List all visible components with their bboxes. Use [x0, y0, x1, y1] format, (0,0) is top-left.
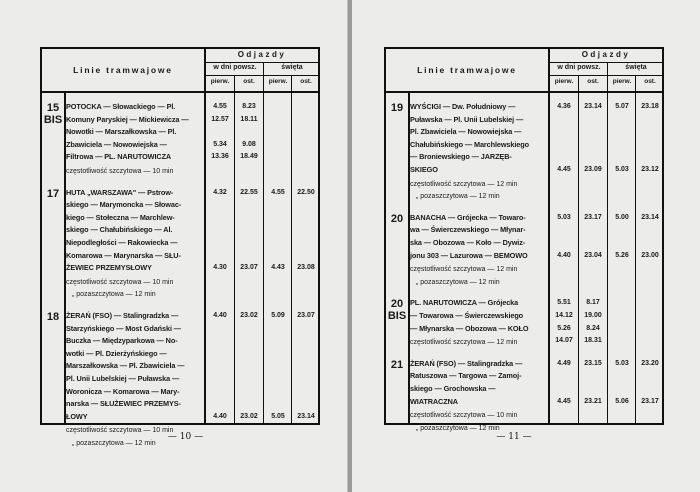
departure-time: 13.36: [211, 153, 229, 161]
departure-time: 4.45: [557, 166, 571, 173]
departure-time: 5.03: [615, 166, 629, 173]
route-line: HUTA „WARSZAWA" — Pstrow-: [66, 187, 174, 197]
departure-time: 23.15: [584, 359, 602, 367]
departure-time: 23.09: [584, 166, 602, 173]
departure-time: 23.20: [641, 359, 659, 367]
weekday-first-header: pierw.: [210, 78, 230, 85]
departure-time: 23.14: [584, 103, 602, 110]
departure-time: 23.04: [584, 251, 602, 259]
departure-time: 4.45: [557, 397, 571, 405]
weekday-first-header: pierw.: [554, 78, 574, 85]
frequency-line: „ pozaszczytowa — 12 min: [416, 193, 500, 201]
route-line: narska — SŁUŻEWIEC PRZEMYS-: [66, 399, 181, 409]
route-line: Filtrowa — PL. NARUTOWICZA: [66, 152, 172, 162]
route-description: [410, 101, 546, 177]
route-number: 21: [390, 358, 404, 371]
route-line: Niepodległości — Rakowiecka —: [66, 237, 178, 247]
right-page: [352, 0, 700, 492]
departure-time: 22.55: [240, 188, 258, 196]
timetable-right: [384, 47, 664, 432]
route-line: ska — Obozowa — Koło — Dywiz-: [410, 237, 526, 247]
route-line: WIATRACZNA: [410, 396, 458, 406]
departure-time: 4.55: [271, 188, 285, 196]
departure-time: 14.12: [555, 311, 573, 319]
route-line: Komarowa — Marynarska — SŁU-: [66, 250, 181, 260]
departure-time: 8.17: [586, 299, 600, 307]
route-line: POTOCKA — Słowackiego — Pl.: [66, 102, 176, 111]
page-number: — 10 —: [167, 432, 204, 442]
frequency-line: częstotliwość szczytowa — 12 min: [410, 339, 518, 347]
route-line: BANACHA — Grójecka — Towaro-: [410, 212, 526, 222]
holiday-last-header: ost.: [644, 78, 656, 85]
departure-time: 5.00: [615, 213, 629, 221]
weekdays-header: w dni powsz.: [557, 64, 601, 71]
frequency-line: częstotliwość szczytowa — 10 min: [410, 412, 518, 420]
route-line: skiego — Marymoncka — Słowac-: [66, 200, 182, 210]
route-line: Puławska — Pl. Unii Lubelskiej —: [410, 114, 524, 124]
departure-time: 23.08: [297, 264, 315, 272]
frequency-line: „ pozaszczytowa — 12 min: [416, 278, 500, 286]
departure-time: 5.26: [615, 251, 629, 259]
departure-time: 23.21: [584, 397, 602, 405]
departure-time: 5.03: [557, 213, 571, 221]
route-line: jonu 303 — Lazurowa — BEMOWO: [410, 250, 528, 260]
frequency-line: „ pozaszczytowa — 12 min: [72, 291, 156, 299]
frequency-info: [410, 264, 546, 289]
timetable-left: [40, 47, 320, 447]
route-line: wotki — Pl. Dzierżyńskiego —: [66, 348, 167, 358]
holiday-last-header: ost.: [300, 78, 312, 85]
departures-header: Odjazdy: [581, 50, 631, 59]
route-number: 17: [46, 187, 60, 200]
route-line: ŻERAŃ (FSO) — Stalingradzka —: [66, 311, 179, 320]
route-number: 15 BIS: [43, 102, 63, 126]
route-line: kiego — Stołeczna — Marchlew-: [66, 212, 175, 222]
frequency-line: częstotliwość szczytowa — 12 min: [410, 180, 518, 188]
departure-time: 23.12: [641, 166, 659, 173]
route-line: WYŚCIGI — Dw. Południowy —: [410, 102, 516, 111]
weekdays-header: w dni powsz.: [213, 64, 257, 71]
weekday-last-header: ost.: [587, 78, 599, 85]
departure-time: 22.50: [297, 188, 315, 196]
route-line: ŻEWIEC PRZEMYSŁOWY: [66, 263, 152, 273]
holidays-header: święta: [625, 64, 647, 71]
route-description: [66, 310, 202, 423]
route-line: ŻERAŃ (FSO) — Stalingradzka —: [410, 358, 523, 368]
frequency-line: „ pozaszczytowa — 12 min: [72, 439, 156, 447]
departure-time: 4.32: [213, 188, 227, 196]
frequency-info: [410, 179, 546, 204]
route-line: Pl. Unii Lubelskiej — Puławska —: [66, 373, 180, 383]
table-header: [386, 49, 662, 93]
departures-header: Odjazdy: [237, 50, 287, 59]
page-number: — 11 —: [496, 432, 532, 442]
route-line: skiego — Grochowska —: [410, 383, 496, 393]
departure-time: 23.02: [240, 312, 258, 319]
table-header: [42, 49, 318, 93]
route-number: 18: [46, 311, 60, 323]
departure-time: 23.17: [641, 397, 659, 405]
departure-time: 4.49: [557, 359, 571, 367]
route-line: skiego — Chałubińskiego — Al.: [66, 225, 173, 235]
departure-time: 23.18: [641, 103, 659, 110]
departure-time: 23.14: [297, 412, 315, 420]
route-description: [410, 297, 546, 335]
departure-time: 5.07: [615, 103, 629, 110]
route-description: [410, 358, 546, 408]
frequency-line: „ pozaszczytowa — 12 min: [416, 424, 500, 432]
weekday-last-header: ost.: [243, 78, 255, 85]
departure-time: 5.51: [557, 299, 571, 307]
departure-time: 23.07: [297, 312, 315, 319]
frequency-line: częstotliwość szczytowa — 10 min: [66, 168, 174, 175]
departure-time: 23.14: [641, 213, 659, 221]
departure-time: 23.00: [641, 251, 659, 259]
departure-time: 8.23: [242, 103, 256, 110]
departure-time: 8.24: [586, 324, 600, 332]
holidays-header: święta: [281, 64, 303, 71]
route-line: wa — Świerczewskiego — Młynar-: [410, 225, 526, 235]
route-description: [66, 187, 202, 275]
route-line: — Młynarska — Obozowa — KOŁO: [410, 323, 529, 333]
lines-column-title: Linie tramwajowe: [73, 65, 173, 75]
route-number: 19: [390, 102, 404, 114]
departure-time: 4.40: [213, 412, 227, 420]
left-page: [0, 0, 348, 492]
holiday-first-header: pierw.: [612, 78, 632, 85]
frequency-info: [410, 337, 546, 350]
departure-time: 5.03: [615, 359, 629, 367]
route-line: Komuny Paryskiej — Mickiewicza —: [66, 114, 189, 124]
departure-time: 4.36: [557, 103, 571, 110]
route-line: Starzyńskiego — Most Gdański —: [66, 323, 181, 333]
route-line: Ratuszowa — Targowa — Zamoj-: [410, 371, 522, 381]
route-number: 20: [390, 212, 404, 225]
route-line: Woronicza — Komarowa — Mary-: [66, 386, 180, 396]
route-line: Chałubińskiego — Marchlewskiego: [410, 139, 529, 149]
lines-column-title: Linie tramwajowe: [417, 65, 517, 75]
frequency-line: częstotliwość szczytowa — 12 min: [410, 266, 518, 274]
frequency-line: częstotliwość szczytowa — 10 min: [66, 427, 174, 435]
departure-time: 18.49: [240, 153, 258, 161]
route-line: Nowotki — Marszałkowska — Pl.: [66, 127, 177, 137]
route-number: 20 BIS: [387, 298, 407, 323]
frequency-info: [66, 277, 202, 302]
frequency-info: [66, 166, 202, 179]
holiday-first-header: pierw.: [268, 78, 288, 85]
departure-time: 4.43: [271, 264, 285, 272]
departure-time: 5.09: [271, 312, 285, 319]
departure-time: 9.08: [242, 140, 256, 148]
route-line: Pl. Zbawiciela — Nowowiejska —: [410, 127, 522, 137]
departure-time: 12.57: [211, 115, 229, 123]
departure-time: 23.17: [584, 213, 602, 221]
route-line: — Broniewskiego — JARZĘB-: [410, 152, 512, 162]
route-line: SKIEGO: [410, 164, 438, 174]
departure-time: 5.34: [213, 140, 227, 148]
departure-time: 23.02: [240, 412, 258, 420]
departure-time: 19.00: [584, 311, 602, 319]
departure-time: 4.30: [213, 264, 227, 272]
route-line: PL. NARUTOWICZA — Grójecka: [410, 298, 519, 308]
departure-time: 4.40: [213, 312, 227, 319]
departure-time: 5.06: [615, 397, 629, 405]
departure-time: 23.07: [240, 264, 258, 272]
route-line: ŁOWY: [66, 411, 88, 421]
departure-time: 14.07: [555, 337, 573, 345]
departure-time: 4.55: [213, 103, 227, 110]
route-description: [66, 101, 202, 164]
departure-time: 4.40: [557, 251, 571, 259]
route-line: — Towarowa — Świerczewskiego: [410, 310, 524, 320]
departure-time: 5.26: [557, 324, 571, 332]
route-line: Zbawiciela — Nowowiejska —: [66, 139, 167, 149]
route-description: [410, 212, 546, 262]
departure-time: 18.31: [584, 337, 602, 345]
departure-time: 5.05: [271, 412, 285, 420]
route-line: Buczka — Międzyparkowa — No-: [66, 336, 178, 346]
route-line: Marszałkowska — Pl. Zbawiciela —: [66, 361, 185, 371]
frequency-line: częstotliwość szczytowa — 10 min: [66, 278, 174, 286]
departure-time: 18.11: [240, 115, 258, 123]
